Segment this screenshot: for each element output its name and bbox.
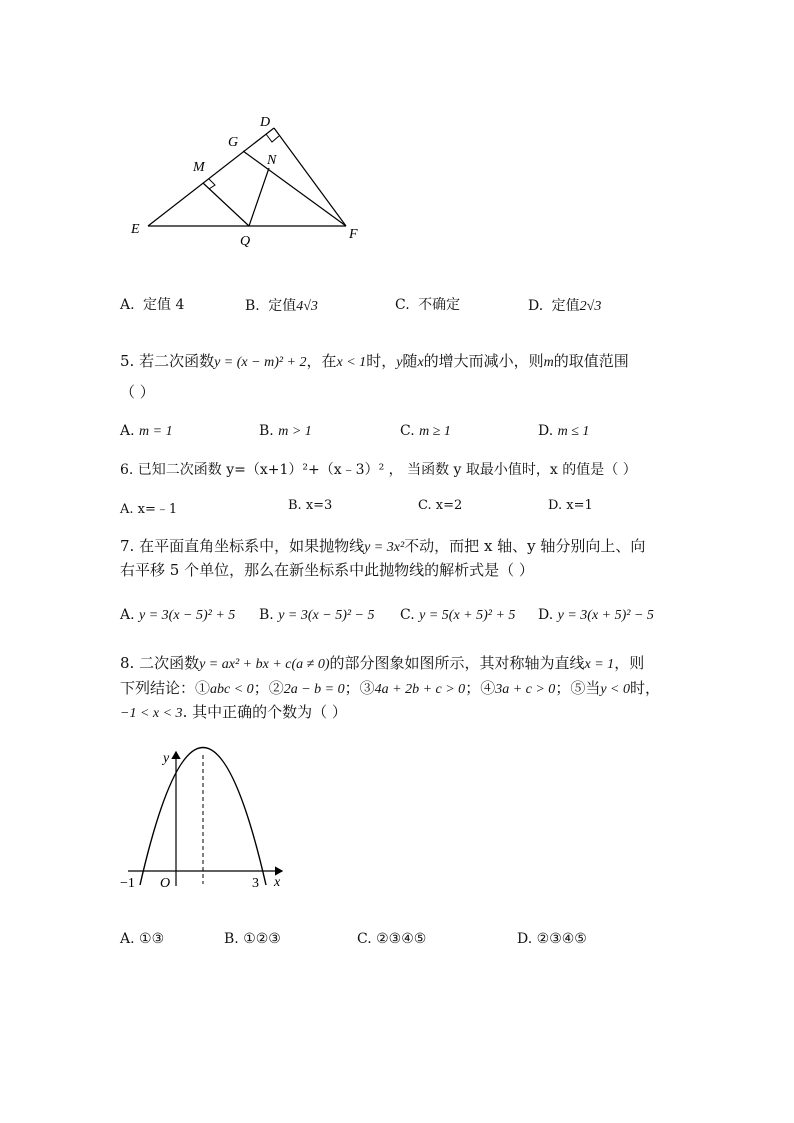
segment-QN [249, 168, 269, 226]
label-M: M [193, 160, 205, 175]
q8-option-a[interactable]: A. ①③ [120, 931, 165, 947]
q5-stem-line1: 5. 若二次函数y = (x − m)² + 2，在x < 1时，y随x的增大而减小，则m的取值范围 [120, 352, 629, 370]
q5-option-d[interactable]: D. m ≤ 1 [538, 423, 590, 439]
q6-option-d[interactable]: D. x=1 [548, 498, 593, 513]
q7-option-a[interactable]: A. y = 3(x − 5)² + 5 [120, 607, 236, 623]
q7-option-d[interactable]: D. y = 3(x + 5)² − 5 [538, 607, 654, 623]
q5-option-b[interactable]: B. m > 1 [259, 423, 312, 439]
q6-option-b[interactable]: B. x=3 [288, 498, 333, 513]
q8-stem-line3: −1 < x < 3. 其中正确的个数为（ ） [120, 703, 347, 721]
q4-option-d[interactable]: D. 定值2√3 [528, 298, 602, 314]
label-F: F [349, 227, 358, 242]
q6-stem: 6. 已知二次函数 y=（x+1）²+（x﹣3）² ， 当函数 y 取最小值时，x 的值是（ ） [120, 462, 637, 478]
right-angle-D [266, 134, 279, 142]
segment-MQ [203, 183, 249, 226]
q6-option-c[interactable]: C. x=2 [418, 498, 463, 513]
parabola-curve [140, 748, 266, 886]
label-G: G [228, 135, 239, 150]
label-E: E [131, 222, 140, 237]
label-N: N [267, 153, 277, 168]
q8-option-c[interactable]: C. ②③④⑤ [357, 931, 427, 947]
q5-answer-blank: （ ） [120, 383, 155, 401]
q8-option-b[interactable]: B. ①②③ [224, 931, 281, 947]
q5-option-a[interactable]: A. m = 1 [120, 423, 173, 439]
tick-label-3: 3 [252, 876, 259, 891]
q4-option-a[interactable]: A. 定值 4 [120, 297, 185, 313]
segment-GF [243, 151, 346, 226]
q6-option-a[interactable]: A. x=﹣1 [120, 502, 178, 517]
q5-option-c[interactable]: C. m ≥ 1 [400, 423, 451, 439]
q4-option-c[interactable]: C. 不确定 [395, 297, 461, 313]
label-Q: Q [240, 234, 251, 249]
q7-option-b[interactable]: B. y = 3(x − 5)² − 5 [259, 607, 375, 623]
right-angle-M [209, 179, 215, 189]
q8-stem-line2: 下列结论：①abc < 0；②2a − b = 0；③4a + 2b + c > 0；④3a + c > 0；⑤当y < 0时， [120, 679, 661, 697]
q8-option-d[interactable]: D. ②③④⑤ [517, 931, 587, 947]
segment-DF [274, 128, 346, 226]
tick-label-neg1: −1 [120, 876, 135, 891]
q7-stem-line2: 右平移 5 个单位，那么在新坐标系中此抛物线的解析式是（ ） [120, 561, 534, 579]
segment-ED [148, 128, 274, 226]
q7-stem-line1: 7. 在平面直角坐标系中，如果抛物线y = 3x²不动，而把 x 轴、y 轴分别向上、向 [120, 537, 646, 555]
q4-option-b[interactable]: B. 定值4√3 [245, 298, 318, 314]
origin-label: O [160, 876, 171, 891]
q8-stem-line1: 8. 二次函数y = ax² + bx + c(a ≠ 0)的部分图象如图所示，其对称轴为直线x = 1，则 [120, 654, 645, 672]
y-axis-label: y [163, 751, 170, 766]
q7-option-c[interactable]: C. y = 5(x + 5)² + 5 [400, 607, 516, 623]
label-D: D [260, 115, 271, 130]
parabola-graph [115, 740, 295, 895]
triangle-figure [120, 105, 380, 255]
x-axis-label: x [274, 875, 281, 890]
